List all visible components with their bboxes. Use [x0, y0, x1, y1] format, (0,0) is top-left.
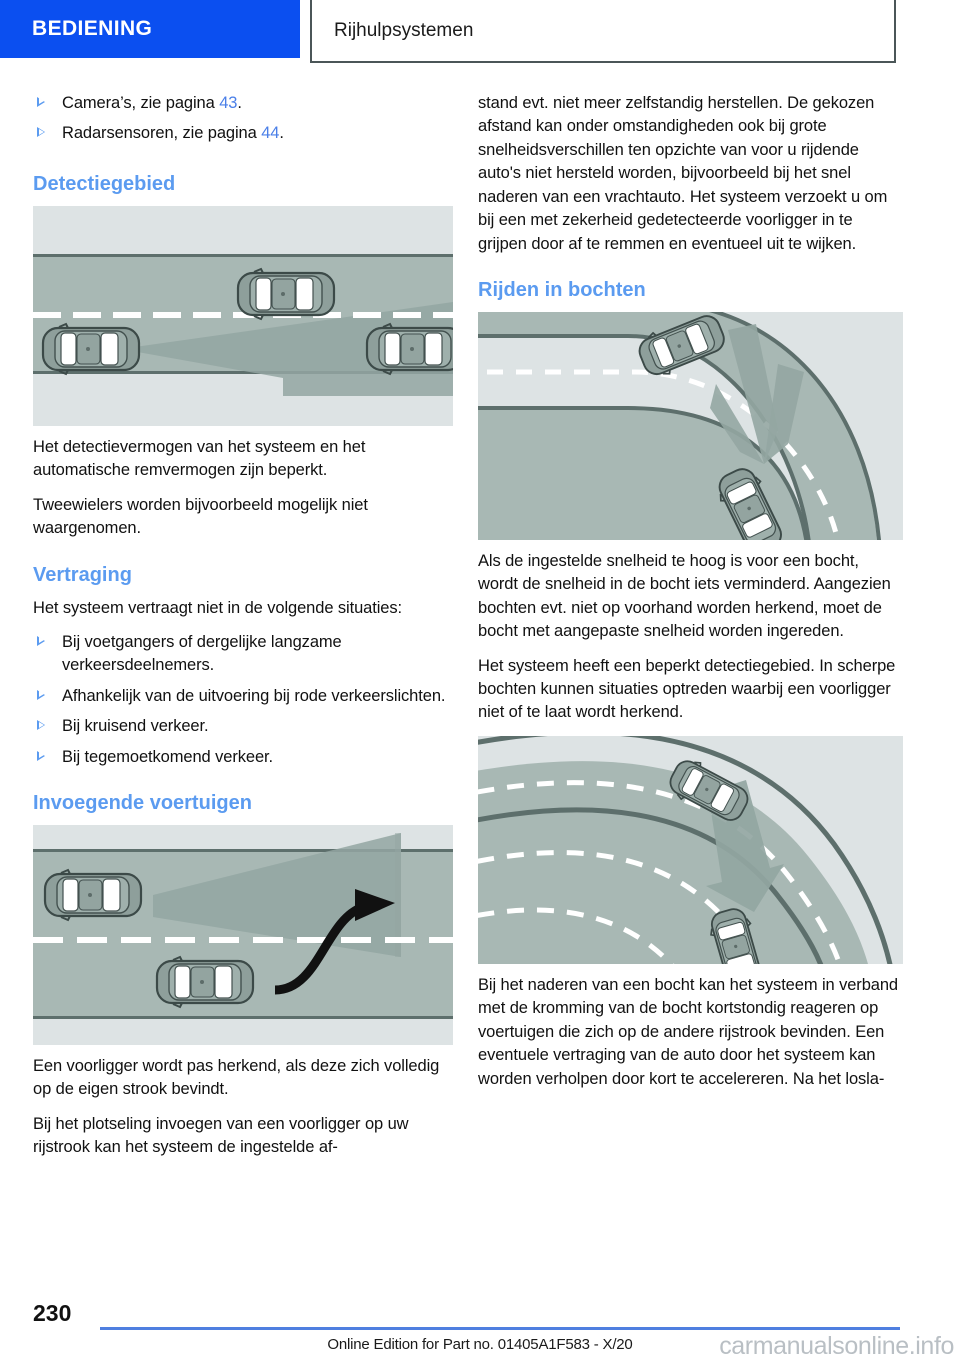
bullet-text: Afhankelijk van de uitvoering bij rode verkeerslichten.	[62, 686, 446, 705]
chapter-title: BEDIENING	[32, 17, 153, 40]
list-item	[33, 631, 453, 678]
curve-driving-illustration	[478, 312, 903, 540]
left-column	[33, 92, 453, 1160]
paragraph: Het detectievermogen van het systeem en het automatische remvermogen zijn beperkt.	[33, 437, 366, 480]
heading-vertraging: Vertraging	[33, 563, 132, 586]
page-header	[0, 0, 960, 66]
paragraph: Een voorligger wordt pas herkend, als deze zich volledig op de eigen strook bevindt.	[33, 1057, 440, 1099]
triangle-bullet-icon	[37, 720, 45, 730]
list-item	[33, 122, 453, 145]
page-footer	[0, 1300, 960, 1362]
page-reference-link[interactable]: 43	[219, 94, 238, 112]
heading-invoegende-voertuigen: Invoegende voertuigen	[33, 792, 252, 815]
right-column	[478, 92, 898, 1091]
paragraph: Bij het plotseling invoegen van een voorligger op uw rijstrook kan het systeem de ingestelde af-	[33, 1114, 409, 1157]
paragraph: Bij het naderen van een bocht kan het systeem in verband met de kromming van de bocht kortstondig reageren op voertuigen die zich op de andere rijstrook bevinden. Een eventuele vertraging van de auto door het systeem kan worden verholpen door kort te accelereren. Na het losla-	[478, 975, 899, 1088]
page-number: 230	[33, 1300, 72, 1326]
list-item	[33, 715, 453, 738]
triangle-bullet-icon	[37, 127, 45, 137]
paragraph: Het systeem vertraagt niet in de volgende situaties:	[33, 598, 402, 617]
bullet-text: Bij kruisend verkeer.	[62, 717, 209, 736]
paragraph: Als de ingestelde snelheid te hoog is voor een bocht, wordt de snelheid in de bocht iets verminderd. Aangezien bochten evt. niet op voorhand worden herkend, moet de bocht met aangepaste snelheid worden ingereden.	[478, 551, 891, 641]
paragraph: stand evt. niet meer zelfstandig herstellen. De gekozen afstand kan onder omstandigheden ook bij grote snelheidsverschillen ten opzichte van voor u rijdende auto's niet hersteld worden, bijvoorbeeld bij het snel naderen van een vrachtauto. Het systeem verzoekt u om bij een met zekerheid gedetecteerde voorligger in te grijpen door af te remmen en eventueel uit te wijken.	[478, 94, 888, 253]
paragraph: Tweewielers worden bijvoorbeeld mogelijk niet waargenomen.	[33, 495, 368, 538]
watermark-text: carmanualsonline.info	[719, 1332, 954, 1360]
page-reference-link[interactable]: 44	[261, 124, 280, 143]
bullet-text-lead: Radarsensoren, zie pagina	[62, 124, 262, 143]
footer-divider	[100, 1327, 900, 1330]
paragraph: Het systeem heeft een beperkt detectiegebied. In scherpe bochten kunnen situaties optreden waarbij een voorligger niet of te laat wordt herkend.	[478, 656, 896, 722]
heading-detectiegebied: Detectiegebied	[33, 172, 176, 195]
curve-approach-illustration	[478, 736, 903, 964]
bullet-text: Bij tegemoetkomend verkeer.	[62, 747, 273, 766]
list-item	[33, 685, 453, 708]
triangle-bullet-icon	[37, 690, 45, 700]
bullet-text-tail: .	[237, 94, 242, 112]
detection-area-illustration	[33, 206, 453, 426]
bullet-text: Bij voetgangers of dergelijke langzame verkeersdeelnemers.	[62, 632, 342, 675]
reference-bullet-list	[33, 92, 453, 146]
section-box	[310, 0, 896, 63]
section-title: Rijhulpsystemen	[334, 19, 474, 41]
bullet-text-tail: .	[279, 124, 284, 143]
merging-vehicles-illustration	[33, 825, 453, 1045]
bullet-text-lead: Camera’s, zie pagina	[62, 94, 220, 112]
heading-rijden-in-bochten: Rijden in bochten	[478, 278, 646, 301]
vertraging-bullet-list	[33, 631, 453, 769]
list-item	[33, 746, 453, 769]
chapter-banner	[0, 0, 300, 58]
triangle-bullet-icon	[37, 636, 45, 646]
triangle-bullet-icon	[37, 97, 45, 107]
list-item	[33, 92, 453, 115]
triangle-bullet-icon	[37, 751, 45, 761]
footer-edition-note: Online Edition for Part no. 01405A1F583 - X/20	[327, 1336, 633, 1353]
